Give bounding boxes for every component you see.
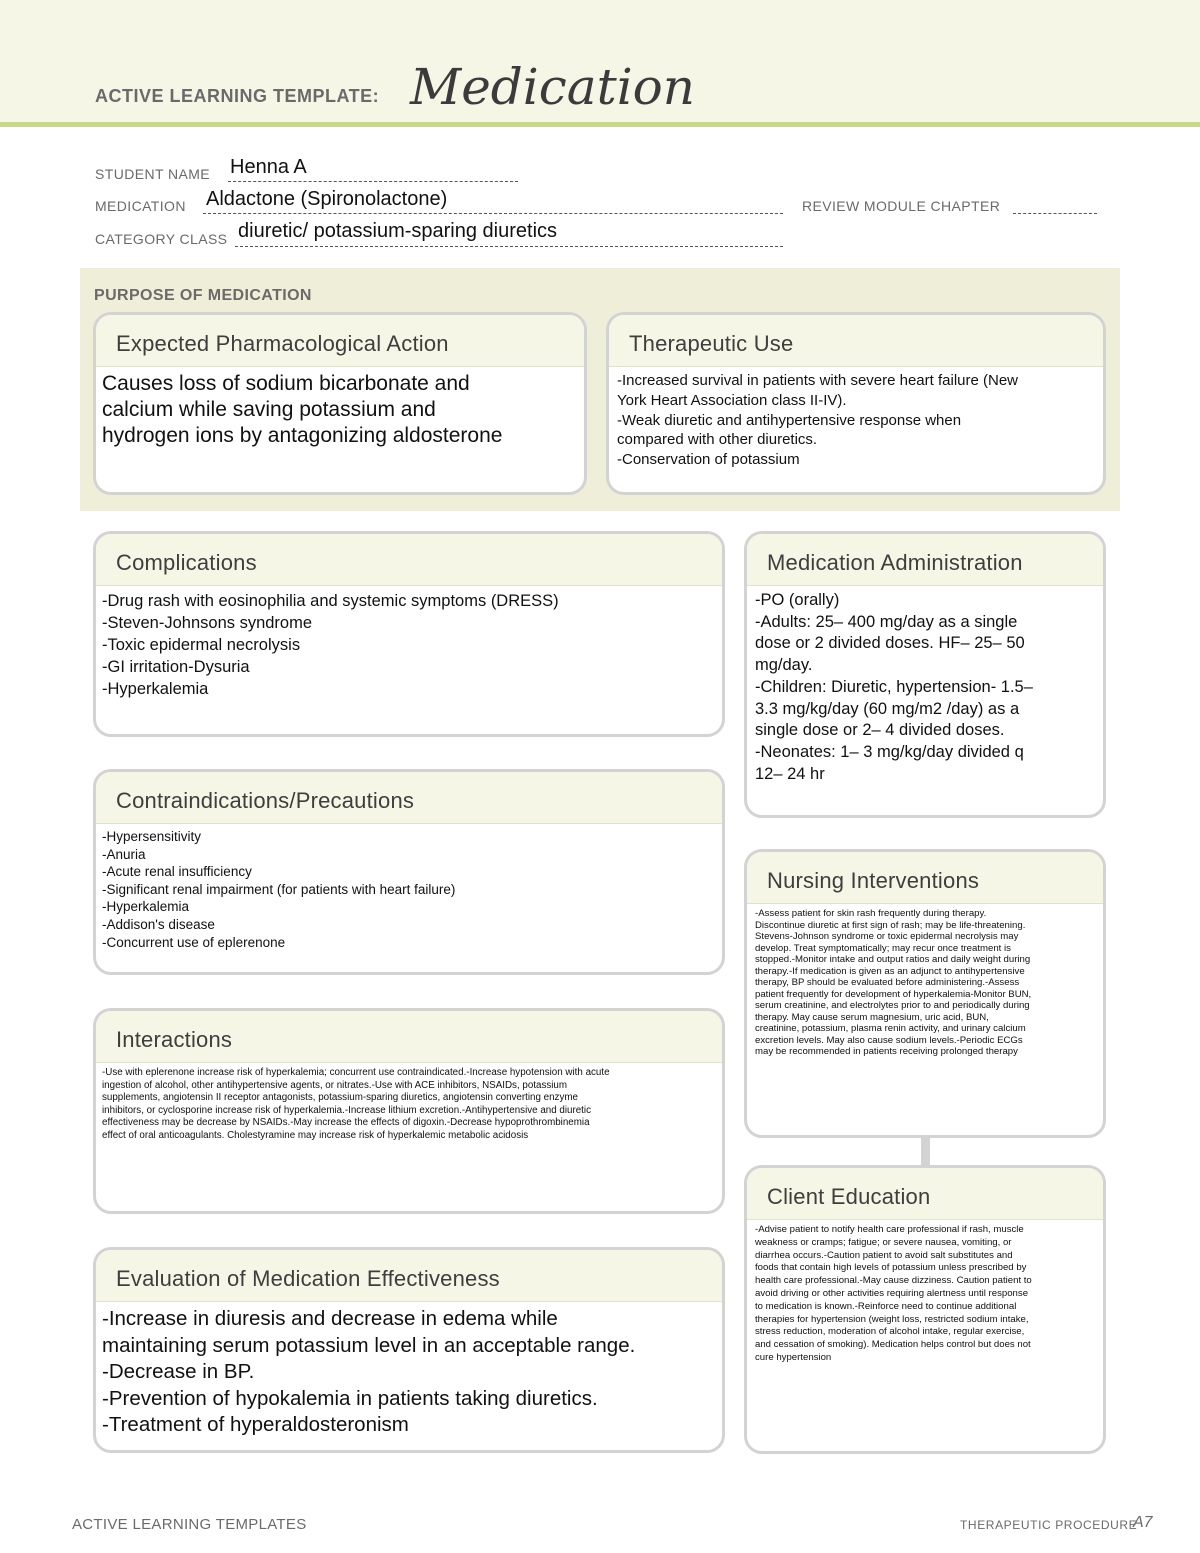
expected-action-box [93,312,587,495]
therapeutic-use-title: Therapeutic Use [609,315,1103,367]
complications-body[interactable]: -Drug rash with eosinophilia and systemic symptoms (DRESS) -Steven-Johnsons syndrome -Toxic epidermal necrolysis -GI irritation-Dysuria -Hyperkalemia [102,592,559,698]
contraindications-title: Contraindications/Precautions [96,772,722,824]
page-number: A7 [1133,1514,1153,1531]
client-education-box [744,1165,1106,1454]
therapeutic-use-body[interactable]: -Increased survival in patients with severe heart failure (New York Heart Association class II-IV). -Weak diuretic and antihypertensive response when compared with other diuretics. -Conservation of potassium [617,372,1019,469]
template-label: ACTIVE LEARNING TEMPLATE: [95,86,380,106]
review-module-line[interactable] [1013,212,1097,214]
student-name-label: STUDENT NAME [95,166,210,182]
purpose-label: PURPOSE OF MEDICATION [94,287,312,304]
evaluation-body[interactable]: -Increase in diuresis and decrease in edema while maintaining serum potassium level in an acceptable range. -Decrease in BP. -Prevention of hypokalemia in patients taking diuretics. -Treatment of hyperaldosteronism [102,1307,636,1436]
expected-action-body[interactable]: Causes loss of sodium bicarbonate and calcium while saving potassium and hydrogen ions by antagonizing aldosterone [102,372,503,447]
nursing-interventions-title: Nursing Interventions [747,852,1103,904]
page-title: Medication [410,58,695,116]
client-education-body[interactable]: -Advise patient to notify health care professional if rash, muscle weakness or cramps; fatigue; or severe nausea, vomiting, or diarrhea occurs.-Caution patient to avoid salt substitutes and foods that contain high levels of potassium unless prescribed by health care professional.-May cause dizziness. Caution patient to avoid driving or other activities requiring alertness until response to medication is known.-Reinforce need to continue additional therapies for hypertension (weight loss, restricted sodium intake, stress reduction, moderation of alcohol intake, regular exercise, and cessation of smoking). Medication helps control but does not cure hypertension [755,1224,1032,1363]
review-module-label: REVIEW MODULE CHAPTER [802,198,1001,214]
expected-action-title: Expected Pharmacological Action [96,315,584,367]
contraindications-box [93,769,725,975]
evaluation-box [93,1247,725,1453]
contraindications-body[interactable]: -Hypersensitivity -Anuria -Acute renal insufficiency -Significant renal impairment (for patients with heart failure) -Hyperkalemia -Addison's disease -Concurrent use of eplerenone [102,829,456,950]
medication-value[interactable]: Aldactone (Spironolactone) [206,188,448,210]
interactions-box [93,1008,725,1214]
student-name-line [228,180,518,182]
category-class-label: CATEGORY CLASS [95,231,228,247]
section-connector [921,1136,930,1166]
nursing-interventions-box [744,849,1106,1138]
complications-box [93,531,725,737]
medication-label: MEDICATION [95,198,186,214]
interactions-body[interactable]: -Use with eplerenone increase risk of hyperkalemia; concurrent use contraindicated.-Increase hypotension with acute ingestion of alcohol, other antihypertensive agents, or nitrates.-Use with ACE inhibitors, NSAIDs, potassium supplements, angiotensin II receptor antagonists, potassium-sparing diuretics, angiotensin converting enzyme inhibitors, or cyclosporine increase risk of hyperkalemia.-Increase lithium excretion.-Antihypertensive and diuretic effectiveness may be decrease by NSAIDs.-May increase the effects of digoxin.-Decrease hypoprothrombinemia effect of oral anticoagulants. Cholestyramine may increase risk of hyperkalemic metabolic acidosis [102,1067,610,1141]
administration-body[interactable]: -PO (orally) -Adults: 25– 400 mg/day as a single dose or 2 divided doses. HF– 25– 50 mg/day. -Children: Diuretic, hypertension- 1.5– 3.3 mg/kg/day (60 mg/m2 /day) as a single dose or 2– 4 divided doses. -Neonates: 1– 3 mg/kg/day divided q 12– 24 hr [755,591,1033,783]
medication-line [203,212,783,214]
therapeutic-use-box [606,312,1106,495]
administration-box [744,531,1106,818]
interactions-title: Interactions [96,1011,722,1063]
client-education-title: Client Education [747,1168,1103,1220]
student-name-value[interactable]: Henna A [230,156,307,178]
header-rule [0,122,1200,127]
footer-left-label: ACTIVE LEARNING TEMPLATES [72,1516,307,1533]
complications-title: Complications [96,534,722,586]
administration-title: Medication Administration [747,534,1103,586]
evaluation-title: Evaluation of Medication Effectiveness [96,1250,722,1302]
nursing-interventions-body[interactable]: -Assess patient for skin rash frequently during therapy. Discontinue diuretic at first sign of rash; may be life-threatening. Stevens-Johnson syndrome or toxic epidermal necrolysis may develop. Treat symptomatically; may recur once treatment is stopped.-Monitor intake and output ratios and daily weight during therapy.-If medication is given as an adjunct to antihypertensive therapy, BP should be evaluated before administering.-Assess patient frequently for development of hyperkalemia-Monitor BUN, serum creatinine, and electrolytes prior to and periodically during therapy. May cause serum magnesium, uric acid, BUN, creatinine, potassium, plasma renin activity, and urinary calcium excretion levels. May also cause sodium levels.-Periodic ECGs may be recommended in patients receiving prolonged therapy [755,908,1032,1057]
footer-right-label: THERAPEUTIC PROCEDURE [960,1518,1138,1532]
category-class-value[interactable]: diuretic/ potassium-sparing diuretics [238,220,558,242]
category-class-line [235,245,783,247]
